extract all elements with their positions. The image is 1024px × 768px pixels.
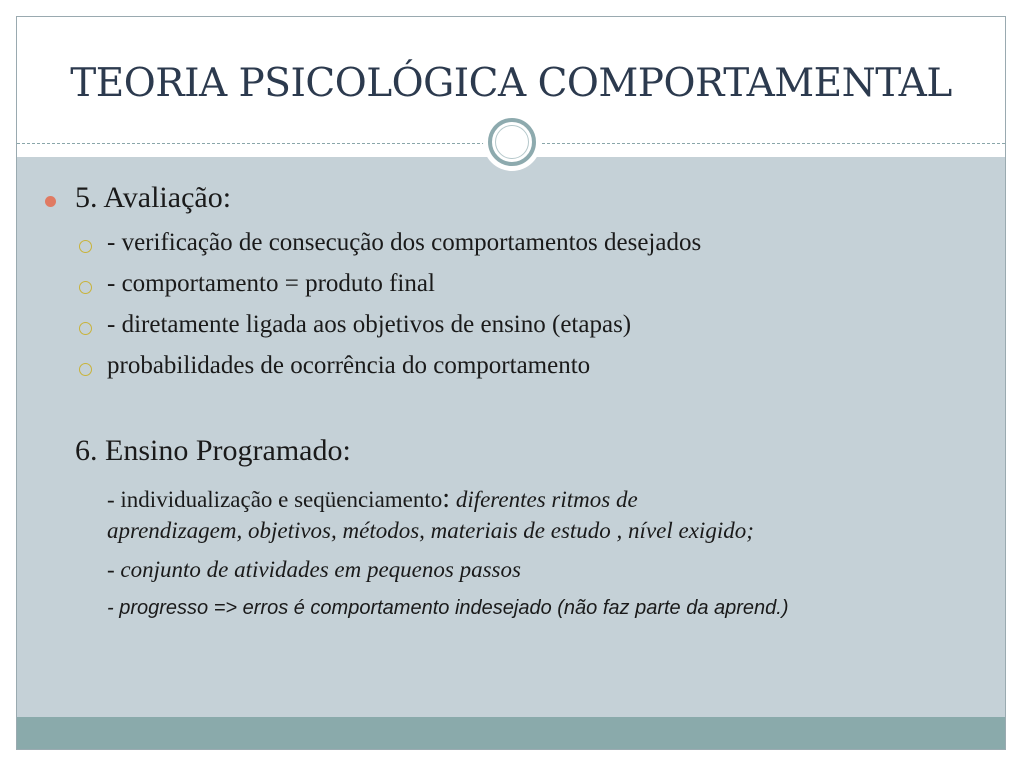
section-6-line-1-colon: :: [442, 483, 451, 514]
slide-title: TEORIA PSICOLÓGICA COMPORTAMENTAL: [70, 61, 952, 106]
section-5-heading: 5. Avaliação:: [75, 181, 232, 214]
section-6-line-3-italic: conjunto de atividades em pequenos passos: [120, 557, 521, 582]
section-6-line-3: [107, 557, 521, 583]
hollow-circle-icon: [79, 281, 92, 294]
section-6-line-4: - progresso => erros é comportamento indesejado (não faz parte da aprend.): [107, 597, 789, 619]
hollow-circle-icon: [79, 240, 92, 253]
section-6-line-2: aprendizagem, objetivos, métodos, materiais de estudo , nível exigido;: [107, 518, 754, 543]
inner-ring-icon: [495, 125, 529, 159]
section-5-item-4: probabilidades de ocorrência do comportamento: [107, 352, 591, 379]
section-6-line-1: [107, 483, 638, 515]
section-5-item-1: - verificação de consecução dos comportamentos desejados: [107, 229, 702, 256]
section-6-line-1-italic: diferentes ritmos de: [450, 487, 638, 512]
slide: [16, 16, 1006, 750]
section-5-item-2: - comportamento = produto final: [107, 270, 435, 297]
section-6-line-1-prefix: - individualização e seqüenciamento: [107, 487, 443, 512]
footer-bar: [17, 717, 1005, 750]
hollow-circle-icon: [79, 363, 92, 376]
section-6-heading: 6. Ensino Programado:: [75, 434, 351, 467]
hollow-circle-icon: [79, 322, 92, 335]
section-5-item-3: - diretamente ligada aos objetivos de ensino (etapas): [107, 311, 632, 338]
section-6-line-3-prefix: -: [107, 557, 121, 582]
filled-dot-icon: [45, 196, 56, 207]
